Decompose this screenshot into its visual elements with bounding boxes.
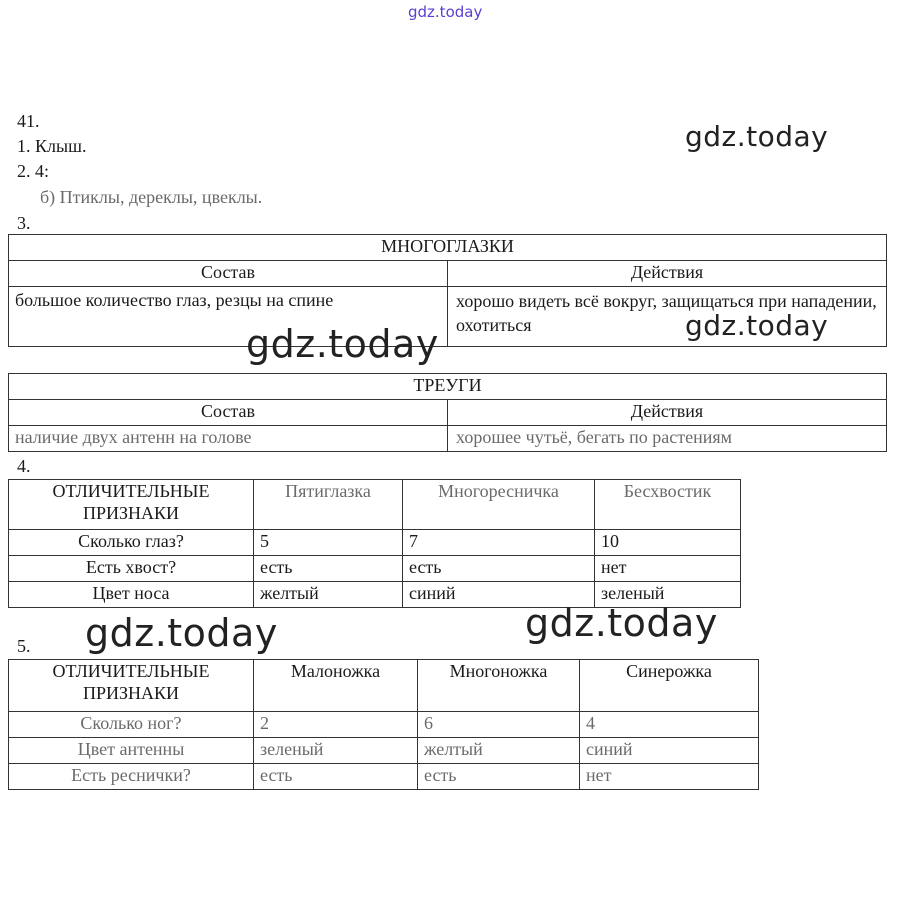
table-cell: наличие двух антенн на голове: [9, 426, 448, 452]
answer-3-number: 3.: [17, 213, 31, 233]
table-cell: 5: [254, 530, 403, 556]
table-cell: есть: [418, 764, 580, 790]
watermark-text: gdz.today: [525, 601, 718, 645]
row-label: Цвет антенны: [9, 738, 254, 764]
table-cell: зеленый: [254, 738, 418, 764]
column-header: Бесхвостик: [595, 480, 741, 530]
watermark-text: gdz.today: [685, 309, 829, 342]
watermark-text: gdz.today: [85, 611, 278, 655]
answer-1: 1. Клыш.: [17, 136, 87, 156]
table-cell: 4: [580, 712, 759, 738]
top-watermark: gdz.today: [408, 3, 483, 21]
table-cell: есть: [254, 556, 403, 582]
table-cell: большое количество глаз, резцы на спине: [9, 287, 448, 347]
column-header: Многоножка: [418, 660, 580, 712]
column-header: Многоресничка: [403, 480, 595, 530]
column-header-actions: Действия: [448, 261, 887, 287]
table-cell: синий: [580, 738, 759, 764]
column-header: Малоножка: [254, 660, 418, 712]
task-number: 41.: [17, 111, 40, 131]
table-cell: 10: [595, 530, 741, 556]
table-cell: есть: [254, 764, 418, 790]
table-cell: есть: [403, 556, 595, 582]
table-cell: желтый: [254, 582, 403, 608]
row-label: Есть хвост?: [9, 556, 254, 582]
column-header: Пятиглазка: [254, 480, 403, 530]
row-label: Сколько ног?: [9, 712, 254, 738]
column-header-composition: Состав: [9, 400, 448, 426]
table-cell: желтый: [418, 738, 580, 764]
table-cell: нет: [580, 764, 759, 790]
row-label: Сколько глаз?: [9, 530, 254, 556]
column-header: Синерожка: [580, 660, 759, 712]
table-cell: хорошее чутьё, бегать по растениям: [448, 426, 887, 452]
table-cell: 2: [254, 712, 418, 738]
table-cell: синий: [403, 582, 595, 608]
table-cell: хорошо видеть всё вокруг, защищаться при нападении, охотиться: [448, 287, 887, 347]
row-label: Есть реснички?: [9, 764, 254, 790]
watermark-text: gdz.today: [246, 322, 439, 366]
column-header-composition: Состав: [9, 261, 448, 287]
column-header: ОТЛИЧИТЕЛЬНЫЕ ПРИЗНАКИ: [9, 660, 254, 712]
table-treugi: [8, 373, 887, 452]
table-title: МНОГОГЛАЗКИ: [9, 235, 887, 261]
table-section-4: [8, 479, 741, 608]
table-cell: зеленый: [595, 582, 741, 608]
answer-2b: б) Птиклы, дереклы, цвеклы.: [40, 187, 263, 207]
table-cell: 7: [403, 530, 595, 556]
row-label: Цвет носа: [9, 582, 254, 608]
table-cell: нет: [595, 556, 741, 582]
column-header: ОТЛИЧИТЕЛЬНЫЕ ПРИЗНАКИ: [9, 480, 254, 530]
table-title: ТРЕУГИ: [9, 374, 887, 400]
table-cell: 6: [418, 712, 580, 738]
table-section-5: [8, 659, 759, 790]
column-header-actions: Действия: [448, 400, 887, 426]
answer-2: 2. 4:: [17, 161, 50, 181]
section-5-number: 5.: [17, 636, 31, 656]
section-4-number: 4.: [17, 456, 31, 476]
watermark-text: gdz.today: [685, 120, 829, 153]
